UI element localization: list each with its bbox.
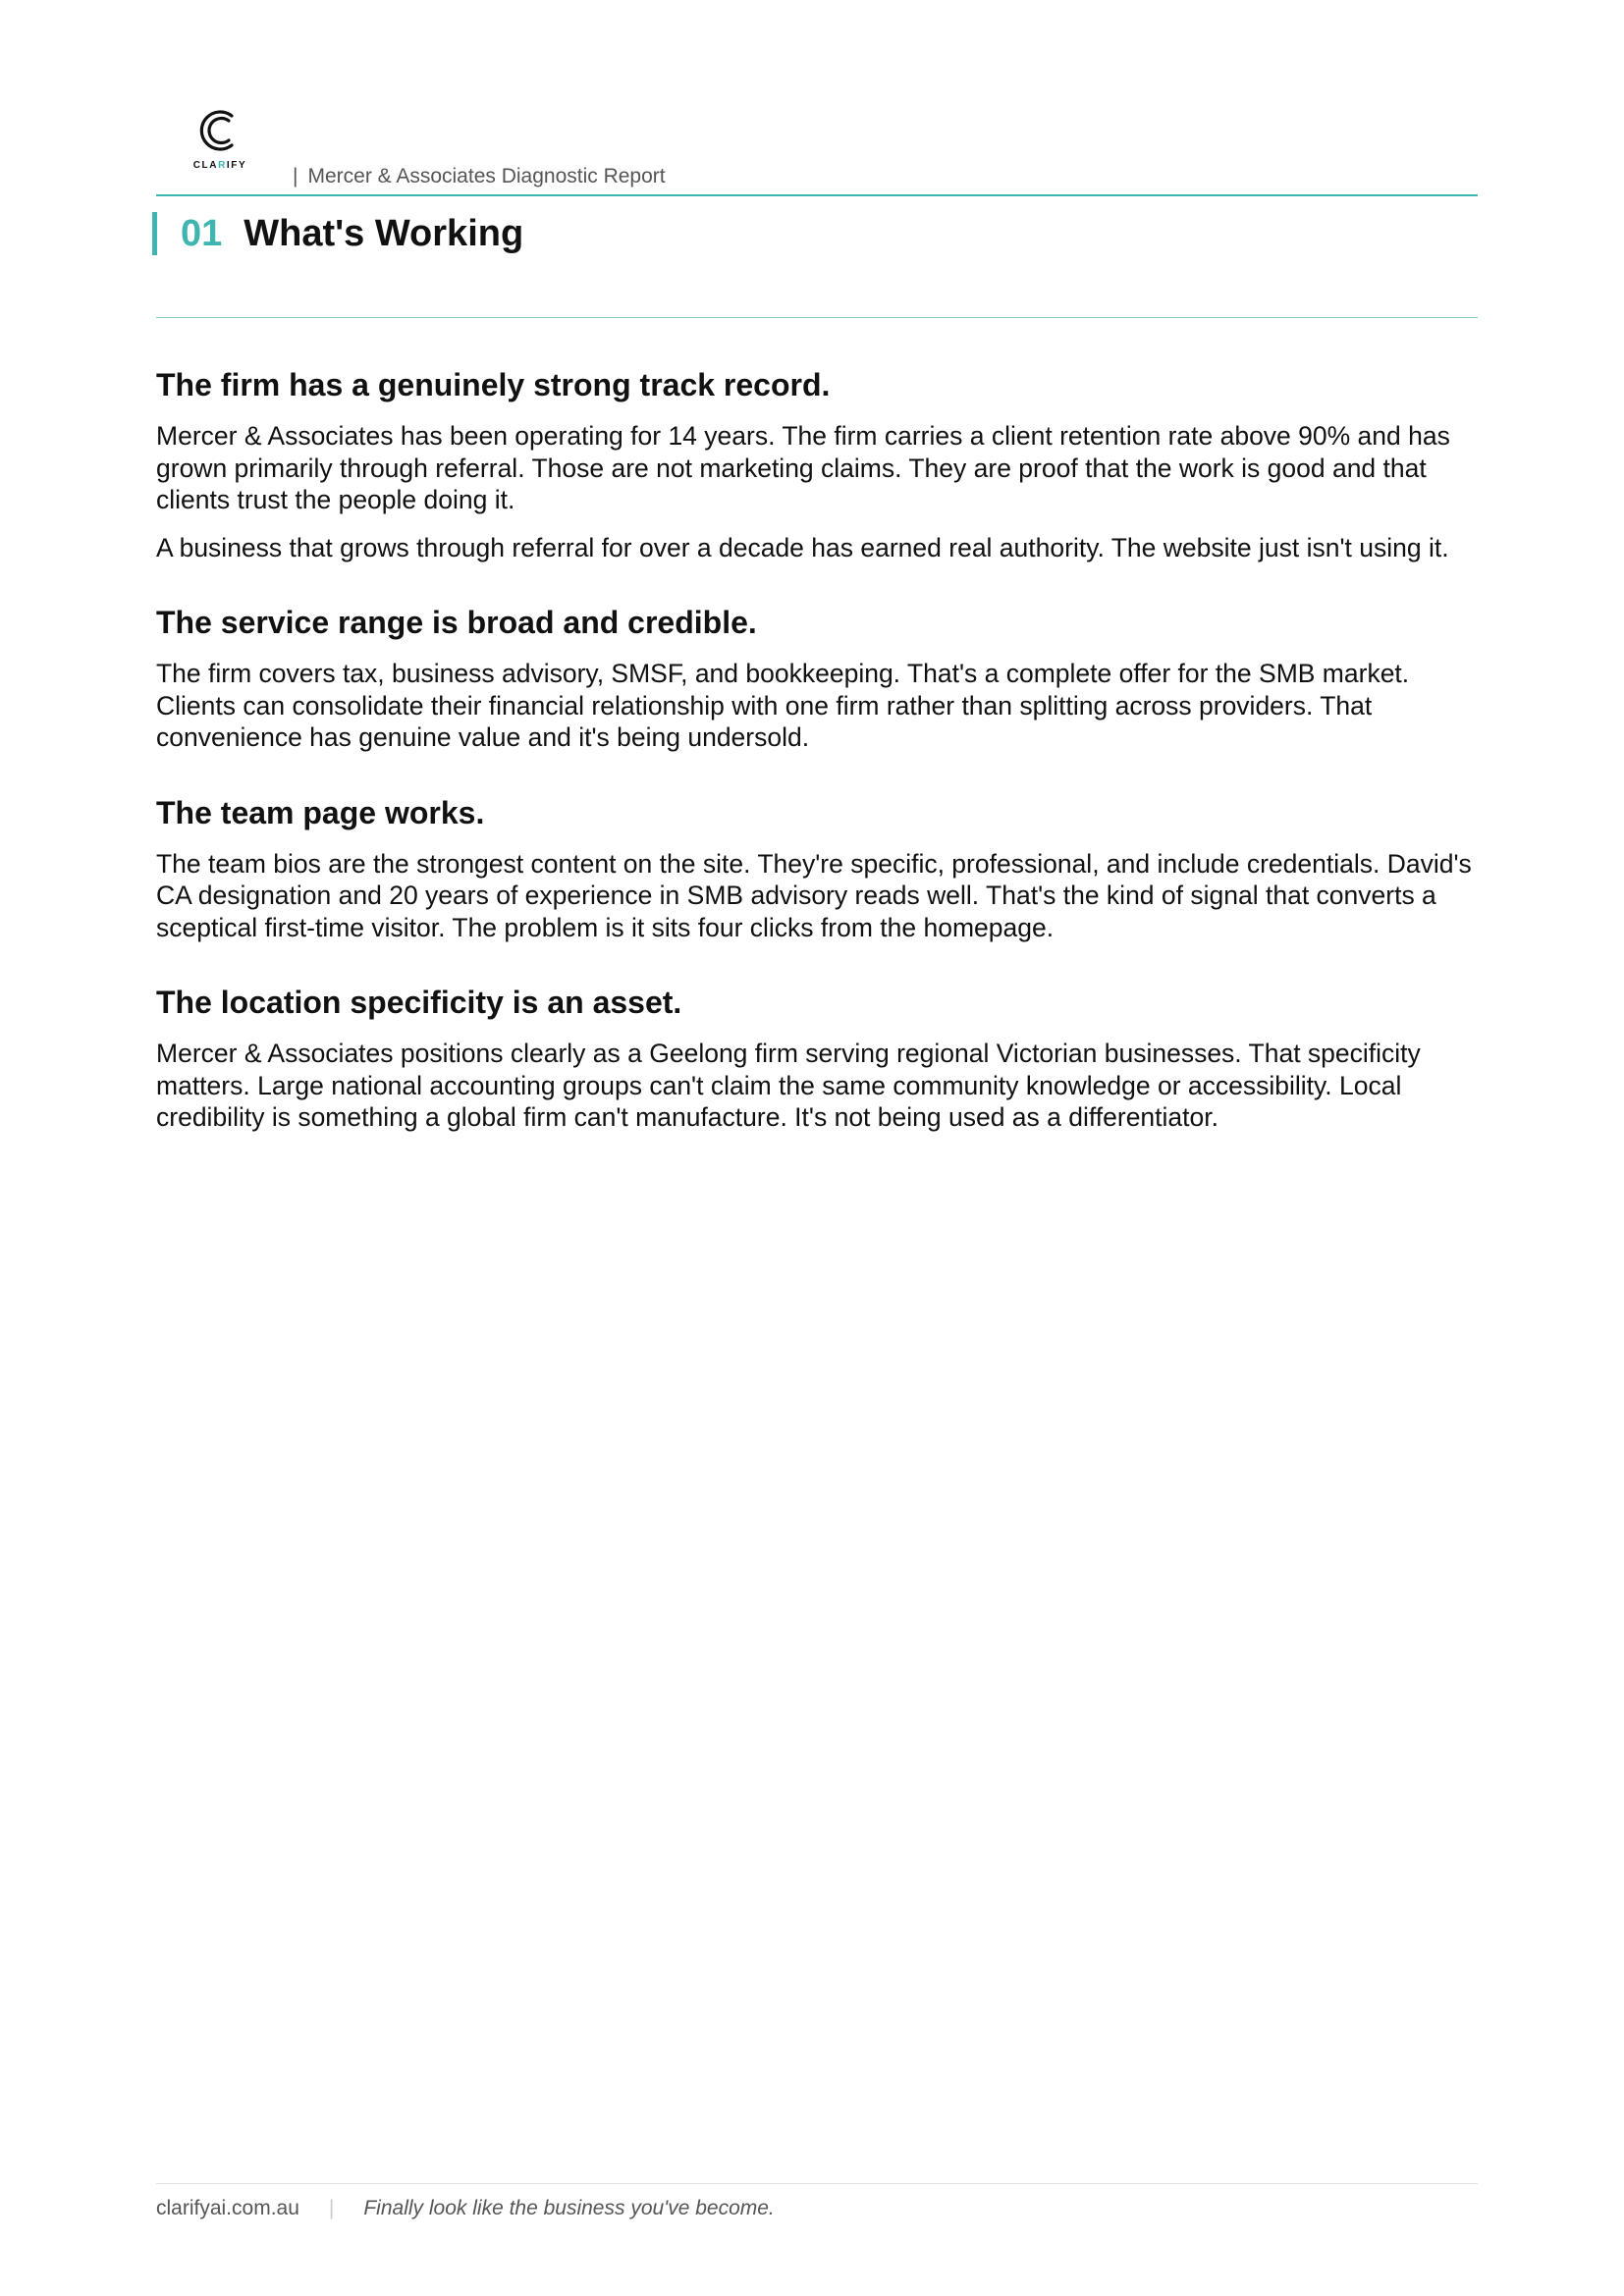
block-heading: The team page works. [156,794,485,830]
footer-divider [156,2183,1478,2184]
section-content [156,365,1478,1173]
header-report-title [293,165,666,188]
content-block [156,983,1478,1134]
page-header [156,98,1478,196]
block-heading: The service range is broad and credible. [156,605,757,640]
header-separator: | [293,165,298,187]
clarify-c-icon [186,104,254,159]
block-paragraph: A business that grows through referral for over a decade has earned real authority. The website just isn't using it. [156,532,1449,562]
section-heading [152,212,523,255]
block-paragraph: The firm covers tax, business advisory, SMSF, and bookkeeping. That's a complete offer for the SMB market. Clients can consolidate their financial relationship with one firm rather than splitting across providers. That convenience has genuine value and it's being undersold. [156,659,1410,752]
section-number: 01 [181,212,223,254]
block-paragraph: The team bios are the strongest content on the site. They're specific, professional, and include credentials. David's CA designation and 20 years of experience in SMB advisory reads well. That's the kind of signal that converts a sceptical first-time visitor. The problem is it sits four clicks from the homepage. [156,848,1472,942]
clarify-logo [186,104,254,179]
section-title: What's Working [244,212,524,254]
content-block [156,365,1478,563]
section-divider [156,317,1478,318]
content-block [156,603,1478,754]
block-paragraph: Mercer & Associates has been operating for 14 years. The firm carries a client retention rate above 90% and has grown primarily through referral. Those are not marketing claims. They are proof that the work is good and that clients trust the people doing it. [156,421,1450,514]
footer-separator: | [328,2197,335,2219]
report-title: Mercer & Associates Diagnostic Report [307,165,666,187]
block-paragraph: Mercer & Associates positions clearly as a Geelong firm serving regional Victorian businesses. That specificity matters. Large national accounting groups can't claim the same community knowledge or accessibility. Local credibility is something a global firm can't manufacture. It's not being used as a differentiator. [156,1039,1421,1132]
block-heading: The firm has a genuinely strong track record. [156,367,831,402]
page-footer [156,2197,775,2220]
footer-tagline: Finally look like the business you've become. [363,2197,775,2219]
logo-wordmark: CLARIFY [192,160,247,171]
content-block [156,793,1478,944]
block-heading: The location specificity is an asset. [156,985,682,1020]
footer-website-link[interactable]: clarifyai.com.au [156,2197,299,2219]
